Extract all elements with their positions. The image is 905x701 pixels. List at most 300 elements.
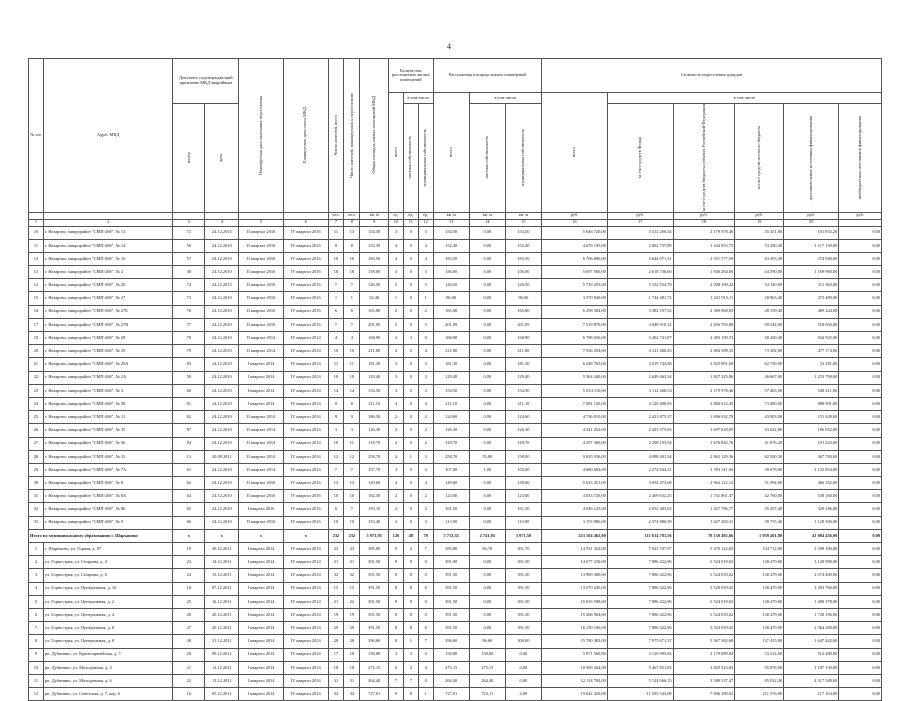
table-cell: 0,00 xyxy=(839,688,882,701)
table-cell: 14 xyxy=(344,384,360,397)
table-cell: 13 xyxy=(328,477,344,490)
header-area-municipal: муниципальная собственность xyxy=(505,104,541,213)
table-cell: 28 xyxy=(344,635,360,648)
table-cell: 0,00 xyxy=(469,424,505,437)
table-cell: 168,90 xyxy=(505,332,541,345)
table-cell: 29 xyxy=(344,622,360,635)
table-cell: 275,15 xyxy=(433,661,469,674)
table-cell: 13.12.2011 xyxy=(205,674,239,687)
table-cell: 0,00 xyxy=(469,477,505,490)
table-cell: 232 xyxy=(328,529,344,542)
resettlement-register-table xyxy=(28,58,882,701)
table-cell: 3 xyxy=(403,332,418,345)
table-cell: 0 xyxy=(418,608,433,621)
table-cell: 28 xyxy=(328,635,344,648)
table-cell: 21 xyxy=(328,595,344,608)
column-number-cell: 2 xyxy=(43,219,173,226)
table-cell: 20.12.2011 xyxy=(205,608,239,621)
table-cell: 34 xyxy=(344,688,360,701)
table-cell: 25 xyxy=(173,595,205,608)
table-cell: 10 xyxy=(328,345,344,358)
table-cell: 74 xyxy=(173,279,205,292)
row-number-cell: 10 xyxy=(29,661,44,674)
table-cell: 3 019 744,68 xyxy=(607,358,673,371)
table-cell: 3 xyxy=(328,424,344,437)
table-cell: IV квартал 2016 xyxy=(283,318,328,331)
table-cell: 193,10 xyxy=(360,503,389,516)
table-body xyxy=(29,226,882,701)
table-cell: 2 649 463,34 xyxy=(607,371,673,384)
table-cell: 22 xyxy=(344,595,360,608)
table-cell: 0,00 xyxy=(839,292,882,305)
table-cell: 391,50 xyxy=(505,622,541,635)
table-cell: 7 xyxy=(344,463,360,476)
header-doc-number: номер xyxy=(173,104,205,213)
table-row xyxy=(29,371,882,384)
table-cell: 101 833,20 xyxy=(784,226,839,239)
table-cell: 6 706 800,00 xyxy=(541,252,607,265)
table-cell: 58 430,40 xyxy=(735,332,784,345)
header-cost-total: всего xyxy=(541,93,607,213)
table-cell: 24.12.2010 xyxy=(205,424,239,437)
table-cell: 126,50 xyxy=(360,279,389,292)
table-cell: 0,00 xyxy=(839,397,882,410)
table-row xyxy=(29,411,882,424)
table-cell: 6 788 656,00 xyxy=(541,332,607,345)
table-cell: 181,30 xyxy=(433,358,469,371)
table-cell: 24.12.2010 xyxy=(205,266,239,279)
table-cell: II квартал 2016 xyxy=(239,305,284,318)
table-cell: 24.12.2010 xyxy=(205,332,239,345)
header-count-private: частная собственность xyxy=(403,104,418,213)
table-cell: 3 xyxy=(418,450,433,463)
table-cell: IV квартал 2014 xyxy=(283,556,328,569)
table-cell: II квартал 2016 xyxy=(239,252,284,265)
table-cell: 4 xyxy=(344,332,360,345)
table-cell: 4 088 401,34 xyxy=(607,450,673,463)
table-cell: 96,60 xyxy=(469,635,505,648)
table-cell: 300,00 xyxy=(505,635,541,648)
table-cell: 944 925,00 xyxy=(784,332,839,345)
table-cell: 3 120 995,84 xyxy=(607,648,673,661)
unit-cell: кв. м xyxy=(505,212,541,219)
table-cell: 0,00 xyxy=(839,424,882,437)
address-cell: г. Назарово, микрорайон "СМП-268", № 35 xyxy=(43,424,173,437)
header-count-total: всего xyxy=(389,93,404,213)
address-cell: г. Назарово, микрорайон "СМП-268", № 13 xyxy=(43,226,173,239)
table-cell: 154,50 xyxy=(433,384,469,397)
table-cell: 63 493,30 xyxy=(735,252,784,265)
table-cell: 32 xyxy=(328,569,344,582)
table-cell: 512 280,00 xyxy=(784,648,839,661)
table-cell: 4 341 452,00 xyxy=(541,424,607,437)
table-cell: 0 xyxy=(403,266,418,279)
table-cell: 165,80 xyxy=(505,305,541,318)
table-cell: 73 382,80 xyxy=(735,345,784,358)
table-cell: 3 xyxy=(389,384,404,397)
table-cell: 3 xyxy=(418,384,433,397)
address-cell: Итого по муниципальному образованию г. Шарыпово: xyxy=(29,529,173,542)
table-cell: 113,90 xyxy=(505,516,541,529)
table-cell: 24.12.2013 xyxy=(205,226,239,239)
table-cell: 0,00 xyxy=(839,516,882,529)
table-cell: 73 xyxy=(173,292,205,305)
table-cell: 3 xyxy=(403,648,418,661)
table-cell: 161,50 xyxy=(433,503,469,516)
unit-cell: руб. xyxy=(784,212,839,219)
table-row xyxy=(29,582,882,595)
table-cell: 0,00 xyxy=(839,463,882,476)
table-cell: 9 xyxy=(344,411,360,424)
table-cell: 28 159,40 xyxy=(735,305,784,318)
table-cell: 15 xyxy=(344,582,360,595)
table-cell: 24.12.2010 xyxy=(205,463,239,476)
table-cell: 66 xyxy=(173,516,205,529)
table-cell: 0,00 xyxy=(839,450,882,463)
row-number-cell: 24 xyxy=(29,397,44,410)
table-cell: 39 678,00 xyxy=(735,463,784,476)
table-cell: 24.12.2010 xyxy=(205,384,239,397)
table-cell: 12 xyxy=(344,450,360,463)
table-cell: 19 642 420,00 xyxy=(541,688,607,701)
table-cell: 2 962 122,12 xyxy=(673,477,735,490)
table-cell: 2 xyxy=(418,305,433,318)
table-cell: 161,50 xyxy=(505,503,541,516)
table-cell: 78 xyxy=(418,529,433,542)
header-resettled-area: Расселяемая площадь жилых помещений xyxy=(433,59,541,93)
table-cell: 2 383 159,73 xyxy=(673,332,735,345)
table-cell: 2 xyxy=(403,661,418,674)
table-cell: 0,00 xyxy=(469,332,505,345)
table-cell: 10 xyxy=(328,490,344,503)
table-cell: 9 825 936,00 xyxy=(541,450,607,463)
table-cell: 0,00 xyxy=(839,318,882,331)
unit-cell xyxy=(173,212,205,219)
table-cell: IV квартал 2014 xyxy=(283,582,328,595)
table-cell: 105,00 xyxy=(505,463,541,476)
table-cell: 124,60 xyxy=(433,411,469,424)
table-cell: IV квартал 2014 xyxy=(283,397,328,410)
table-cell: 548 411,00 xyxy=(784,384,839,397)
table-cell: 0,00 xyxy=(469,582,505,595)
table-cell: 20.12.2011 xyxy=(205,622,239,635)
table-cell: 2 xyxy=(389,503,404,516)
table-cell: 9 xyxy=(389,688,404,701)
table-cell: 0,00 xyxy=(839,635,882,648)
table-cell: 391,00 xyxy=(433,556,469,569)
table-cell: 11 xyxy=(328,226,344,239)
table-cell: 3 152 554,78 xyxy=(607,279,673,292)
row-number-cell: 15 xyxy=(29,292,44,305)
table-cell: 72 xyxy=(173,226,205,239)
table-cell: II квартал 2014 xyxy=(239,332,284,345)
address-cell: ул. Горнострая, ул. Гагарина, д. 6 xyxy=(43,569,173,582)
table-cell: 489 244,00 xyxy=(784,305,839,318)
table-cell: 13 xyxy=(173,450,205,463)
table-cell: 13 xyxy=(344,477,360,490)
table-cell: 1 744 481,72 xyxy=(607,292,673,305)
table-cell: 4 xyxy=(418,397,433,410)
table-cell: 2 xyxy=(418,437,433,450)
table-cell: 24.12.2010 xyxy=(205,318,239,331)
address-cell: г. Назарово, микрорайон "СМП-268", № 29А xyxy=(43,358,173,371)
address-cell: рп. Дубинино, ул. Красноармейская, д. 7 xyxy=(43,648,173,661)
table-cell: 2 825 901,50 xyxy=(673,358,735,371)
table-cell: 0,00 xyxy=(469,516,505,529)
table-cell: 3 xyxy=(418,463,433,476)
address-cell: г. Назарово, микрорайон "СМП-268", № 20 xyxy=(43,279,173,292)
row-number-cell: 17 xyxy=(29,318,44,331)
table-cell: 8 xyxy=(403,608,418,621)
table-cell: 1 xyxy=(418,292,433,305)
table-cell: 18 xyxy=(344,266,360,279)
table-cell: 24.12.2010 xyxy=(205,371,239,384)
table-cell: 14.12.2011 xyxy=(205,556,239,569)
row-number-cell: 28 xyxy=(29,450,44,463)
table-cell: 0 xyxy=(403,477,418,490)
table-cell: I квартал 2014 xyxy=(239,661,284,674)
table-cell: 1 xyxy=(344,292,360,305)
table-cell: 0,00 xyxy=(839,595,882,608)
row-number-cell: 14 xyxy=(29,279,44,292)
table-cell: 7 xyxy=(389,674,404,687)
table-cell: 0,00 xyxy=(839,345,882,358)
table-cell: 4 736 810,00 xyxy=(541,411,607,424)
table-cell: 59 xyxy=(173,371,205,384)
table-cell: 156,00 xyxy=(433,266,469,279)
table-cell: 86,60 xyxy=(505,292,541,305)
table-cell: 69 544,00 xyxy=(735,318,784,331)
table-cell: 0,00 xyxy=(469,384,505,397)
table-cell: II квартал 2016 xyxy=(239,516,284,529)
table-cell: 7 xyxy=(418,635,433,648)
table-cell: 0,00 xyxy=(839,477,882,490)
table-row xyxy=(29,569,882,582)
table-cell: 0,00 xyxy=(505,661,541,674)
header-doc-date: дата xyxy=(205,104,239,213)
table-cell: 86,60 xyxy=(433,292,469,305)
row-number-cell: 30 xyxy=(29,477,44,490)
table-cell: 2 074 480,00 xyxy=(784,569,839,582)
table-cell: 2 xyxy=(389,424,404,437)
table-cell: 10 xyxy=(328,371,344,384)
table-cell: 4 xyxy=(418,239,433,252)
row-number-cell: 16 xyxy=(29,305,44,318)
table-cell: 8 xyxy=(403,556,418,569)
table-cell: 54 140,00 xyxy=(735,279,784,292)
table-cell: 1 593 311,04 xyxy=(673,463,735,476)
table-cell: 24.12.2010 xyxy=(205,477,239,490)
table-cell: 0 xyxy=(403,411,418,424)
table-cell: 0,00 xyxy=(469,622,505,635)
table-cell: 18 xyxy=(328,266,344,279)
table-cell: 2 208 190,22 xyxy=(673,279,735,292)
table-cell: II квартал 2014 xyxy=(239,345,284,358)
table-cell: 61 xyxy=(173,463,205,476)
table-cell: 0,00 xyxy=(469,279,505,292)
table-cell: 152,40 xyxy=(505,239,541,252)
unit-cell xyxy=(43,212,173,219)
table-cell: 0,00 xyxy=(839,556,882,569)
table-cell: I квартал 2014 xyxy=(239,569,284,582)
table-cell: 2 863 129,36 xyxy=(673,450,735,463)
table-cell: 8 xyxy=(389,595,404,608)
table-cell: 0,00 xyxy=(839,266,882,279)
table-cell: 28 963,40 xyxy=(735,292,784,305)
column-number-cell: 1 xyxy=(29,219,44,226)
table-cell: 152,40 xyxy=(433,239,469,252)
address-cell: г. Назарово, микрорайон "СМП-268", № 36 xyxy=(43,437,173,450)
table-cell: 24.12.2010 xyxy=(205,239,239,252)
table-cell: 8 xyxy=(389,608,404,621)
table-cell: 76 xyxy=(173,305,205,318)
table-cell: 1 836 264,00 xyxy=(673,266,735,279)
table-cell: IV квартал 2014 xyxy=(283,384,328,397)
table-cell: 1 xyxy=(403,635,418,648)
table-cell: 1 728 196,00 xyxy=(784,608,839,621)
table-cell: 13 xyxy=(344,226,360,239)
table-cell: 32 xyxy=(344,569,360,582)
table-row xyxy=(29,608,882,621)
table-cell: 3 xyxy=(418,266,433,279)
table-cell: 2 551 577,59 xyxy=(673,252,735,265)
table-cell: IV квартал 2014 xyxy=(283,424,328,437)
table-cell: 211,10 xyxy=(360,397,389,410)
table-cell: 19 xyxy=(328,608,344,621)
table-row xyxy=(29,424,882,437)
table-cell: 0,00 xyxy=(469,437,505,450)
address-cell: г. Назарово, микрорайон "СМП-268", № 8Б xyxy=(43,503,173,516)
address-cell: рп. Дубинино, ул. Молодёжная, д. 4 xyxy=(43,661,173,674)
table-cell: 4 833 720,00 xyxy=(541,490,607,503)
table-cell: II квартал 2014 xyxy=(239,424,284,437)
table-cell: 16 150 106,00 xyxy=(541,622,607,635)
table-cell: IV квартал 2014 xyxy=(283,345,328,358)
table-cell: 0,00 xyxy=(839,674,882,687)
table-cell: IV квартал 2016 xyxy=(283,292,328,305)
table-cell: 3 xyxy=(389,371,404,384)
table-cell: 0,00 xyxy=(839,622,882,635)
table-cell: 24.12.2010 xyxy=(205,345,239,358)
table-cell: 1,00 xyxy=(469,463,505,476)
table-row xyxy=(29,543,882,556)
table-cell: 4 297 360,00 xyxy=(541,437,607,450)
table-cell: 39 755,40 xyxy=(735,516,784,529)
table-cell: 5 973,95 xyxy=(360,529,389,542)
unit-cell: кв. м xyxy=(360,212,389,219)
table-cell: 2 421 875,37 xyxy=(607,411,673,424)
table-cell: 4 xyxy=(389,252,404,265)
table-cell: 0,00 xyxy=(469,490,505,503)
table-cell: 10 xyxy=(344,345,360,358)
table-cell: 2 836 783,88 xyxy=(673,318,735,331)
table-cell: 11 xyxy=(344,358,360,371)
table-cell: I квартал 2014 xyxy=(239,543,284,556)
table-cell: II квартал 2016 xyxy=(239,292,284,305)
table-cell: 391,50 xyxy=(433,622,469,635)
table-cell: 7 xyxy=(418,543,433,556)
row-number-cell: 9 xyxy=(29,648,44,661)
table-cell: 4 xyxy=(389,345,404,358)
table-cell: 7 xyxy=(344,279,360,292)
table-cell: 10 xyxy=(344,516,360,529)
table-cell: 396,60 xyxy=(433,635,469,648)
table-cell: 264,40 xyxy=(469,674,505,687)
table-cell: 3 xyxy=(389,318,404,331)
column-number-cell: 7 xyxy=(328,219,344,226)
table-row xyxy=(29,345,882,358)
table-cell: 320 186,00 xyxy=(784,503,839,516)
table-cell: IV квартал 2014 xyxy=(283,569,328,582)
header-address: Адрес МКД xyxy=(43,59,173,213)
table-cell: 165,80 xyxy=(433,305,469,318)
table-cell: х xyxy=(205,529,239,542)
header-no: № п/п xyxy=(29,59,44,213)
table-cell: 3 xyxy=(418,371,433,384)
column-number-cell: 12 xyxy=(418,219,433,226)
address-cell: г. Назарово, микрорайон "СМП-268", № 2А xyxy=(43,371,173,384)
table-cell: II квартал 2016 xyxy=(239,279,284,292)
table-cell: 126,30 xyxy=(433,424,469,437)
table-cell: 391,50 xyxy=(360,582,389,595)
table-cell: 0 xyxy=(418,556,433,569)
table-cell: 118,70 xyxy=(360,437,389,450)
table-row xyxy=(29,556,882,569)
table-cell: 4 xyxy=(418,477,433,490)
header-count-premises: Количество расселяемых жилых помещений xyxy=(389,59,434,93)
row-number-cell: 13 xyxy=(29,266,44,279)
address-cell: г. Назарово, микрорайон "СМП-268", № 28 xyxy=(43,332,173,345)
address-cell: г. Назарово, микрорайон "СМП-268", № 2 xyxy=(43,266,173,279)
table-cell: 5 124 666,13 xyxy=(607,674,673,687)
units-row xyxy=(29,212,882,219)
unit-cell xyxy=(239,212,284,219)
table-cell: 8 xyxy=(389,556,404,569)
table-cell: 2 179 089,84 xyxy=(673,648,735,661)
table-cell: 30.08.2011 xyxy=(205,450,239,463)
table-cell: 5 646 720,00 xyxy=(541,226,607,239)
row-number-cell: 31 xyxy=(29,490,44,503)
table-cell: 4 xyxy=(418,252,433,265)
table-cell: 129,40 xyxy=(505,371,541,384)
table-cell: 16 xyxy=(328,252,344,265)
address-cell: г. Назарово, микрорайон "СМП-268", № 29 xyxy=(43,345,173,358)
table-cell: IV квартал 2016 xyxy=(283,279,328,292)
table-cell: IV квартал 2016 xyxy=(283,226,328,239)
table-cell: 2 xyxy=(418,424,433,437)
table-cell: 5 524 018,02 xyxy=(673,608,735,621)
table-cell: II квартал 2016 xyxy=(239,266,284,279)
table-cell: 0,00 xyxy=(839,437,882,450)
table-cell: 1 696 932,79 xyxy=(673,411,735,424)
table-cell: 1 125 854,00 xyxy=(784,463,839,476)
table-cell: 5 623 451,00 xyxy=(541,477,607,490)
table-cell: 2 xyxy=(389,490,404,503)
table-cell: 391,50 xyxy=(505,582,541,595)
table-cell: IV квартал 2016 xyxy=(283,503,328,516)
table-cell: 24.12.2010 xyxy=(205,490,239,503)
table-cell: 466 162,00 xyxy=(784,477,839,490)
table-cell: 275,15 xyxy=(469,661,505,674)
table-cell: 15 780 483,00 xyxy=(541,635,607,648)
address-cell: рп. Дубинино, ул. Советская, д. 7, кор. 6 xyxy=(43,688,173,701)
table-cell: 2 xyxy=(389,411,404,424)
table-cell: 0,00 xyxy=(469,239,505,252)
table-cell: 82 500,30 xyxy=(735,450,784,463)
table-cell: 5 524 018,02 xyxy=(673,569,735,582)
table-cell: х xyxy=(239,529,284,542)
table-cell: 0,00 xyxy=(839,648,882,661)
